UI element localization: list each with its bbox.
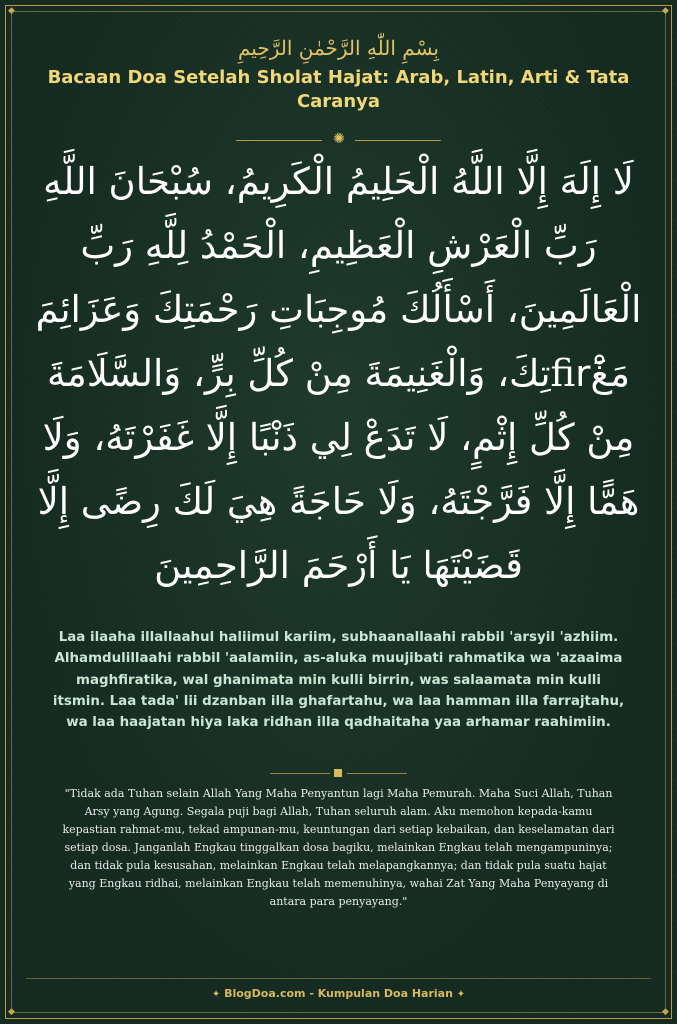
square-ornament-icon [334, 769, 342, 777]
page-title: Bacaan Doa Setelah Sholat Hajat: Arab, Latin, Arti & Tata Caranya [47, 67, 630, 112]
translation-text: "Tidak ada Tuhan selain Allah Yang Maha Penyantun lagi Maha Pemurah. Maha Suci Allah, Tuhan Arsy yang Agung. Segala puji bagi Allah, Tuhan seluruh alam. Aku memohon kepada-kamu kepastian rahmat-mu, tekad ampunan-mu, keuntungan dari setiap kebaikan, dan keselamatan dari setiap dosa. Janganlah Engkau tinggalkan dosa bagiku, melainkan Engkau telah mengampuninya; dan tidak pula kesusahan, melainkan Engkau telah melapangkannya; dan tidak pula suatu hajat yang Engkau ridhai, melainkan Engkau telah memenuhinya, wahai Zat Yang Maha Penyayang di antara para penyayang." [62, 787, 615, 908]
footer-text[interactable]: BlogDoa.com - Kumpulan Doa Harian [224, 987, 453, 1000]
middle-divider [270, 770, 407, 776]
star-icon: ✦ [211, 989, 221, 1000]
corner-ornament-icon: ◆ [8, 1007, 15, 1017]
footer-divider [26, 978, 651, 979]
flower-ornament-icon: ✺ [333, 131, 345, 147]
corner-ornament-icon: ◆ [662, 1007, 669, 1017]
basmala: بِسْمِ اللّٰهِ الرَّحْمٰنِ الرَّحِيمِ [237, 36, 439, 60]
footer [0, 987, 677, 1000]
latin-transliteration: Laa ilaaha illallaahul haliimul kariim, subhaanallaahi rabbil 'arsyil 'azhiim. Alhamdulillaahi rabbil 'aalamiin, as-aluka muujibati rahmatika wa 'azaaima maghfiratika, wal ghanimata min kulli birrin, was salaamata min kulli itsmin. Laa tada' lii dzanban illa ghafartahu, wa laa hamman illa farrajtahu, wa laa haajatan hiya laka ridhan illa qadhaitaha yaa arhamar raahimiin. [52, 630, 625, 731]
top-divider [236, 131, 441, 147]
arabic-prayer-text: لَا إِلَهَ إِلَّا اللَّهُ الْحَلِيمُ الْكَرِيمُ، سُبْحَانَ اللَّهِ رَبِّ الْعَرْشِ الْعَظِيمِ، الْحَمْدُ لِلَّهِ رَبِّ الْعَالَمِينَ، أَسْأَلُكَ مُوجِبَاتِ رَحْمَتِكَ وَعَزَائِمَ مَغْfirَتِكَ، وَالْغَنِيمَةَ مِنْ كُلِّ بِرٍّ، وَالسَّلَامَةَ مِنْ كُلِّ إِثْمٍ، لَا تَدَعْ لِي ذَنْبًا إِلَّا غَفَرْتَهُ، وَلَا هَمًّا إِلَّا فَرَّجْتَهُ، وَلَا حَاجَةً هِيَ لَكَ رِضًى إِلَّا قَضَيْتَهَا يَا أَرْحَمَ الرَّاحِمِينَ [35, 160, 642, 587]
corner-ornament-icon: ◆ [8, 6, 15, 16]
corner-ornament-icon: ◆ [662, 6, 669, 16]
star-icon: ✦ [456, 989, 466, 1000]
